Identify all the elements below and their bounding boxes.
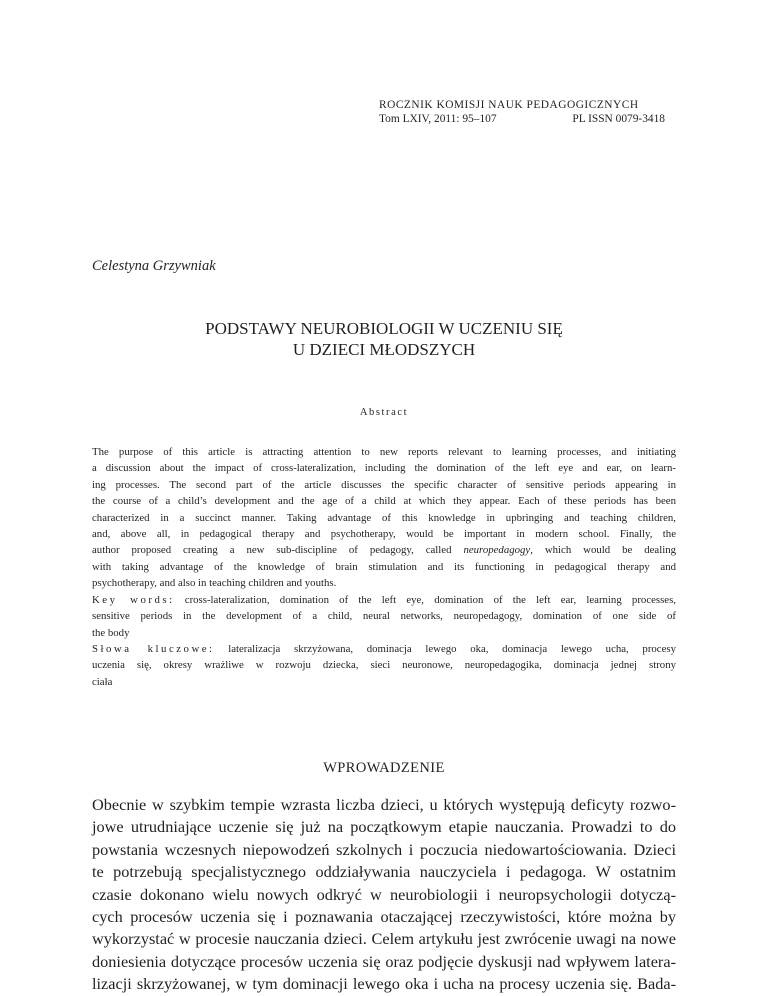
body-line: lizacji skrzyżowanej, w tym dominacji lewego oka i ucha na procesy uczenia się. Bada- xyxy=(92,974,676,994)
journal-volume-line xyxy=(379,113,665,127)
keywords-line: ciała xyxy=(92,675,113,688)
journal-header xyxy=(379,99,665,126)
keywords-line: the body xyxy=(92,626,130,639)
keywords-line: sensitive periods in the development of a child, neural networks, neuropedagogy, domination of one side of xyxy=(92,610,676,623)
italic-term: neuropedagogy xyxy=(463,544,531,557)
body-line: czasie dokonano wielu nowych odkryć w neurobiologii i neuropsychologii dotyczą- xyxy=(92,884,676,904)
abstract-line: psychotherapy, and also in teaching children and youths. xyxy=(92,577,337,590)
abstract-line: ing processes. The second part of the article discusses the specific character of sensitive periods appearing in xyxy=(92,478,676,491)
body-text xyxy=(92,794,676,996)
abstract-line-tail: , which would be dealing xyxy=(530,544,676,557)
abstract-line-start: author proposed creating a new sub-discipline of pedagogy, called xyxy=(92,544,464,557)
keywords-label: Key words: xyxy=(92,594,175,606)
keywords-text: lateralizacja skrzyżowana, dominacja lewego oka, dominacja lewego ucha, procesy xyxy=(214,643,676,655)
journal-issn: PL ISSN 0079-3418 xyxy=(572,112,665,125)
abstract-heading: Abstract xyxy=(359,407,409,418)
journal-volume: Tom LXIV, 2011: 95–107 xyxy=(379,112,497,125)
keywords-english xyxy=(92,592,676,641)
body-line: jowe utrudniające uczenie się już na początkowym etapie nauczania. Prowadzi to do xyxy=(92,817,676,837)
body-line: Obecnie w szybkim tempie wzrasta liczba dzieci, u których występują deficyty rozwo- xyxy=(92,795,676,814)
keywords-first-line xyxy=(92,641,676,657)
title-line-2: U DZIECI MŁODSZYCH xyxy=(292,340,476,359)
journal-name: ROCZNIK KOMISJI NAUK PEDAGOGICZNYCH xyxy=(379,99,639,111)
body-line: te potrzebują specjalistycznego oddziaływania nauczyciela i pedagoga. W ostatnim xyxy=(92,862,676,882)
body-line: wykorzystać w procesie nauczania dzieci. Celem artykułu jest zwrócenie uwagi na nowe xyxy=(92,929,676,949)
abstract-text xyxy=(92,444,676,592)
abstract-line: The purpose of this article is attracting attention to new reports relevant to learning processes, and initiating xyxy=(92,446,676,458)
keywords-label: Słowa kluczowe: xyxy=(92,643,215,655)
author-name: Celestyna Grzywniak xyxy=(92,258,216,274)
abstract-line: a discussion about the impact of cross-lateralization, including the domination of the left eye and ear, on learn- xyxy=(92,462,676,475)
abstract-line: the course of a child’s development and the age of a child at which they appear. Each of these periods has been xyxy=(92,495,676,508)
abstract-line: with taking advantage of the knowledge of brain stimulation and its functioning in pedagogical therapy and xyxy=(92,560,676,573)
keywords-text: cross-lateralization, domination of the left eye, domination of the left ear, learning processes, xyxy=(174,594,676,606)
keywords-line: uczenia się, okresy wrażliwe w rozwoju dziecka, sieci neuronowe, neuropedagogika, dominacja jednej strony xyxy=(92,659,676,672)
keywords-first-line xyxy=(92,592,676,608)
body-line: doniesienia dotyczące procesów uczenia się oraz podjęcie dyskusji nad wpływem latera- xyxy=(92,951,676,971)
abstract-line-with-term xyxy=(92,542,676,558)
abstract-line: and, above all, in pedagogical therapy and psychotherapy, would be important in modern school. Finally, the xyxy=(92,528,676,541)
body-line: powstania wczesnych niepowodzeń szkolnych i poczucia niedowartościowania. Dzieci xyxy=(92,839,676,859)
abstract-line: characterized in a succinct manner. Taking advantage of this knowledge in upbringing and teaching children, xyxy=(92,511,676,524)
keywords-polish xyxy=(92,641,676,690)
article-title xyxy=(0,318,768,360)
title-line-1: PODSTAWY NEUROBIOLOGII W UCZENIU SIĘ xyxy=(205,319,563,338)
section-heading: WPROWADZENIE xyxy=(323,760,445,776)
body-line: cych procesów uczenia się i poznawania otaczającej rzeczywistości, które można by xyxy=(92,907,676,927)
